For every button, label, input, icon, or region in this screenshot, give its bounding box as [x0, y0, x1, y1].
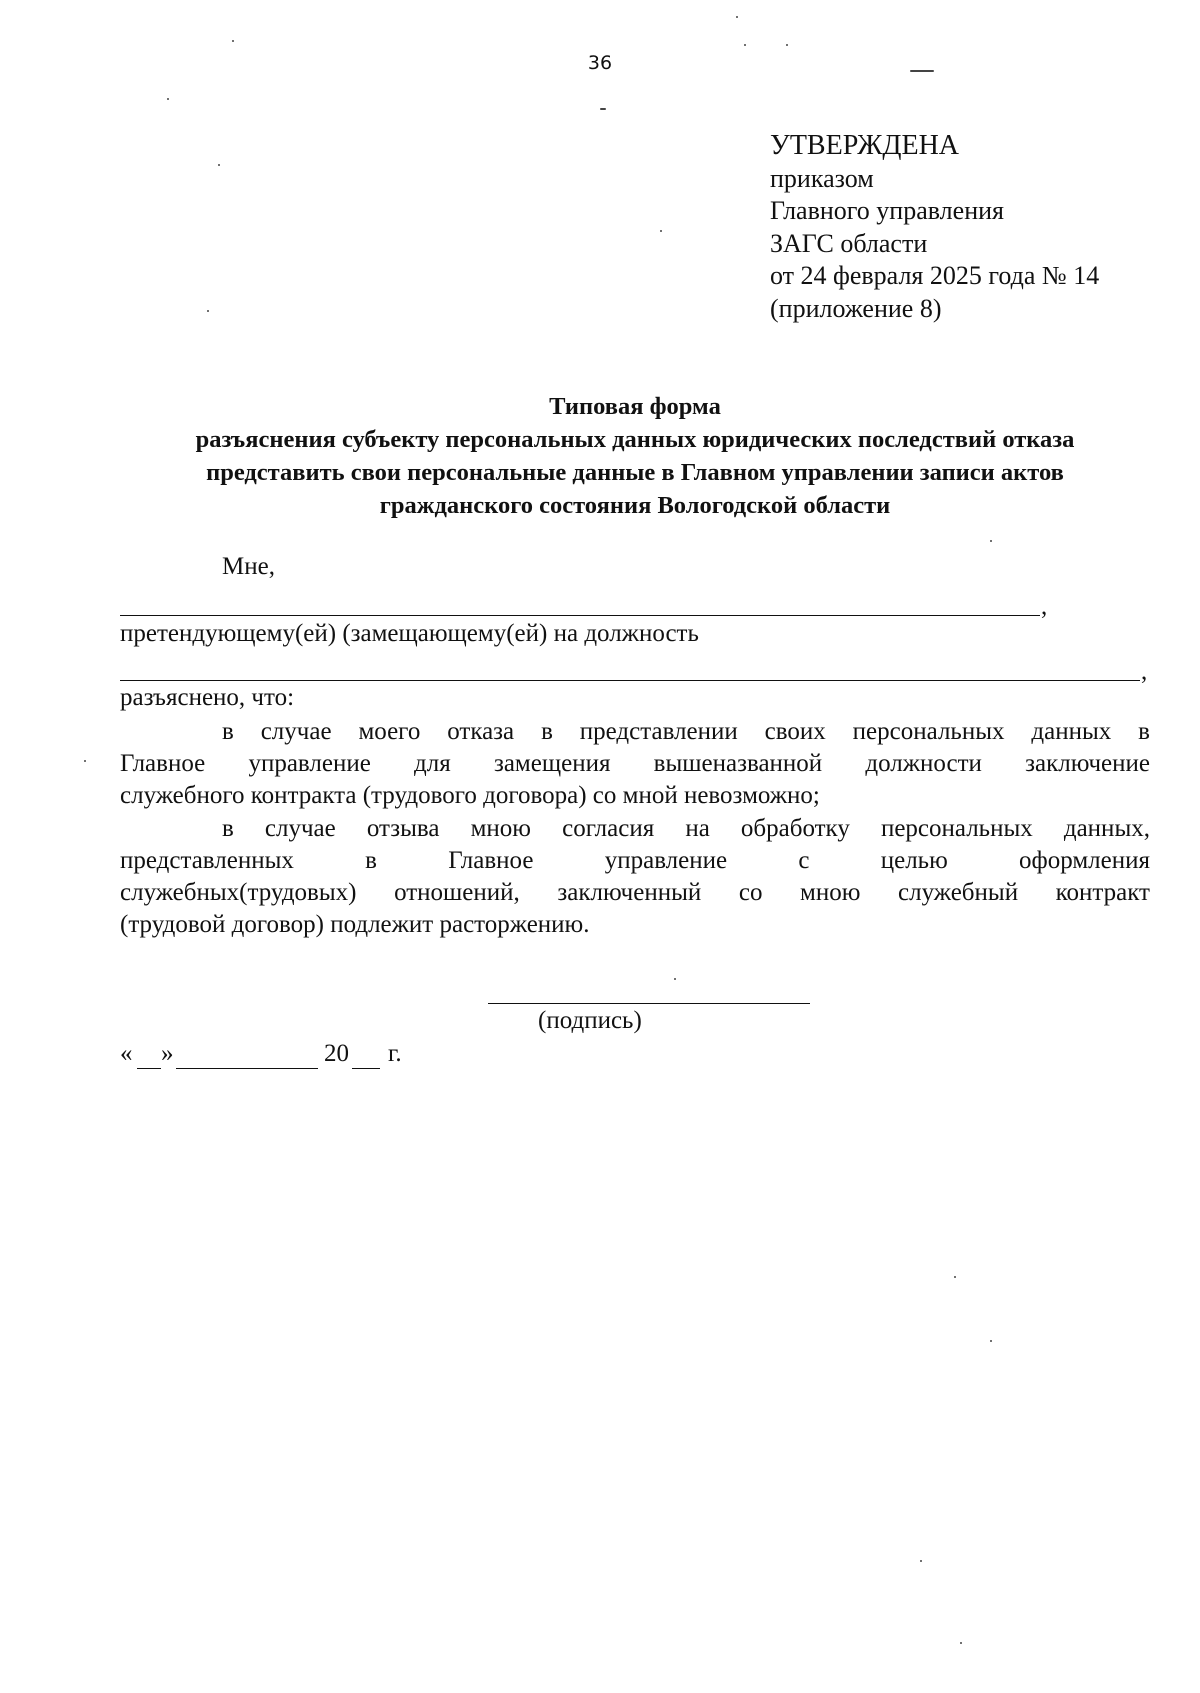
- scan-speck: [744, 44, 746, 46]
- approval-block: [770, 130, 1099, 325]
- approval-appendix: (приложение 8): [770, 293, 942, 323]
- document-title: [120, 390, 1150, 522]
- paragraph-2-line: в случае отзыва мною согласия на обработку персональных данных,: [222, 815, 1150, 842]
- approval-line: ЗАГС области: [770, 228, 928, 258]
- name-line-comma: ,: [1041, 593, 1048, 620]
- scan-speck: [207, 310, 209, 312]
- title-line: гражданского состояния Вологодской области: [379, 492, 891, 519]
- explained-label: разъяснено, что:: [120, 684, 295, 711]
- signature-fill-line[interactable]: [488, 1003, 810, 1004]
- scan-speck: [84, 760, 86, 762]
- title-line: представить свои персональные данные в Главном управлении записи актов: [206, 459, 1064, 486]
- scan-speck: [910, 70, 934, 72]
- paragraph-1-line: служебного контракта (трудового договора) со мной невозможно;: [120, 782, 820, 809]
- paragraph-1-line: в случае моего отказа в представлении своих персональных данных в: [222, 718, 1150, 745]
- date-year-suffix: г.: [388, 1040, 402, 1067]
- approval-stamp: УТВЕРЖДЕНА: [770, 130, 960, 161]
- name-fill-line[interactable]: [120, 615, 1040, 616]
- scan-speck: [674, 978, 676, 980]
- title-line: разъяснения субъекту персональных данных юридических последствий отказа: [195, 426, 1075, 453]
- approval-order-date: от 24 февраля 2025 года № 14: [770, 261, 1100, 290]
- position-line-comma: ,: [1141, 658, 1148, 685]
- to-me-label: Мне,: [222, 553, 275, 580]
- date-day-fill-line[interactable]: [137, 1068, 161, 1069]
- scan-speck: [232, 40, 234, 42]
- position-fill-line[interactable]: [120, 680, 1140, 681]
- scan-speck: [960, 1642, 962, 1644]
- date-open-quote: «: [120, 1040, 133, 1067]
- date-close-quote: »: [161, 1040, 174, 1067]
- scan-speck: [954, 1276, 956, 1278]
- scan-speck: [660, 230, 662, 232]
- approval-line: приказом: [770, 163, 874, 193]
- scan-speck: [786, 44, 788, 46]
- signature-caption: (подпись): [538, 1007, 642, 1034]
- date-year-prefix: 20: [324, 1040, 349, 1067]
- scan-speck: [736, 16, 738, 18]
- scan-speck: [218, 164, 220, 166]
- paragraph-1-line: Главное управление для замещения вышеназванной должности заключение: [120, 750, 1150, 777]
- scan-speck: [600, 108, 606, 110]
- paragraph-2-line: служебных(трудовых) отношений, заключенный со мною служебный контракт: [120, 879, 1150, 906]
- date-month-fill-line[interactable]: [176, 1068, 318, 1069]
- page-number: 36: [587, 52, 613, 74]
- scan-speck: [167, 98, 169, 100]
- title-line: Типовая форма: [549, 393, 721, 420]
- scan-speck: [990, 1340, 992, 1342]
- approval-line: Главного управления: [770, 196, 1004, 225]
- paragraph-2-line: представленных в Главное управление с целью оформления: [120, 847, 1150, 874]
- date-year-fill-line[interactable]: [352, 1068, 380, 1069]
- paragraph-2-line: (трудовой договор) подлежит расторжению.: [120, 911, 590, 938]
- scan-speck: [920, 1560, 922, 1562]
- scan-speck: [990, 540, 992, 542]
- position-label: претендующему(ей) (замещающему(ей) на должность: [120, 620, 699, 647]
